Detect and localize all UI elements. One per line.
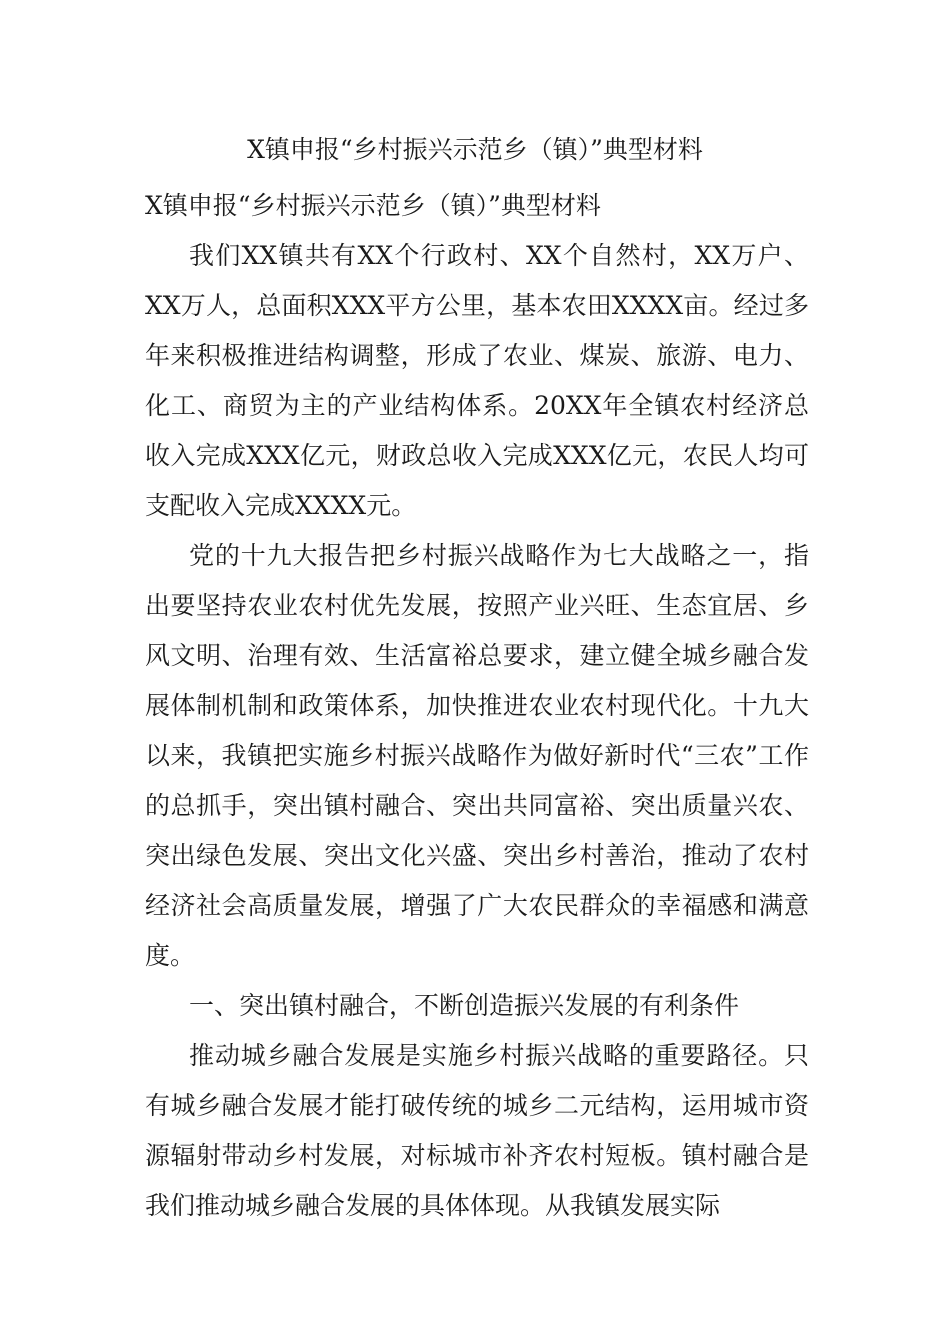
document-header-title: X镇申报“乡村振兴示范乡（镇）”典型材料 (247, 135, 703, 164)
section-heading: 一、突出镇村融合，不断创造振兴发展的有利条件 (189, 991, 740, 1020)
paragraph-strategy: 党的十九大报告把乡村振兴战略作为七大战略之一，指出要坚持农业农村优先发展，按照产业兴旺、生态宜居、乡风文明、治理有效、生活富裕总要求，建立健全城乡融合发展体制机制和政策体系，加快推进农业农村现代化。十九大以来，我镇把实施乡村振兴战略作为做好新时代“三农”工作的总抓手，突出镇村融合、突出共同富裕、突出质量兴农、突出绿色发展、突出文化兴盛、突出乡村善治，推动了农村经济社会高质量发展，增强了广大农民群众的幸福感和满意度。 (145, 541, 809, 970)
paragraph-section-one: 推动城乡融合发展是实施乡村振兴战略的重要路径。只有城乡融合发展才能打破传统的城乡二元结构，运用城市资源辐射带动乡村发展，对标城市补齐农村短板。镇村融合是我们推动城乡融合发展的具体体现。从我镇发展实际 (145, 1041, 809, 1220)
document-title: X镇申报“乡村振兴示范乡（镇）”典型材料 (145, 191, 601, 220)
paragraph-overview: 我们XX镇共有XX个行政村、XX个自然村，XX万户、XX万人，总面积XXX平方公里，基本农田XXXX亩。经过多年来积极推进结构调整，形成了农业、煤炭、旅游、电力、化工、商贸为主的产业结构体系。20XX年全镇农村经济总收入完成XXX亿元，财政总收入完成XXX亿元，农民人均可支配收入完成XXXX元。 (145, 241, 809, 520)
document-body (145, 181, 809, 1231)
